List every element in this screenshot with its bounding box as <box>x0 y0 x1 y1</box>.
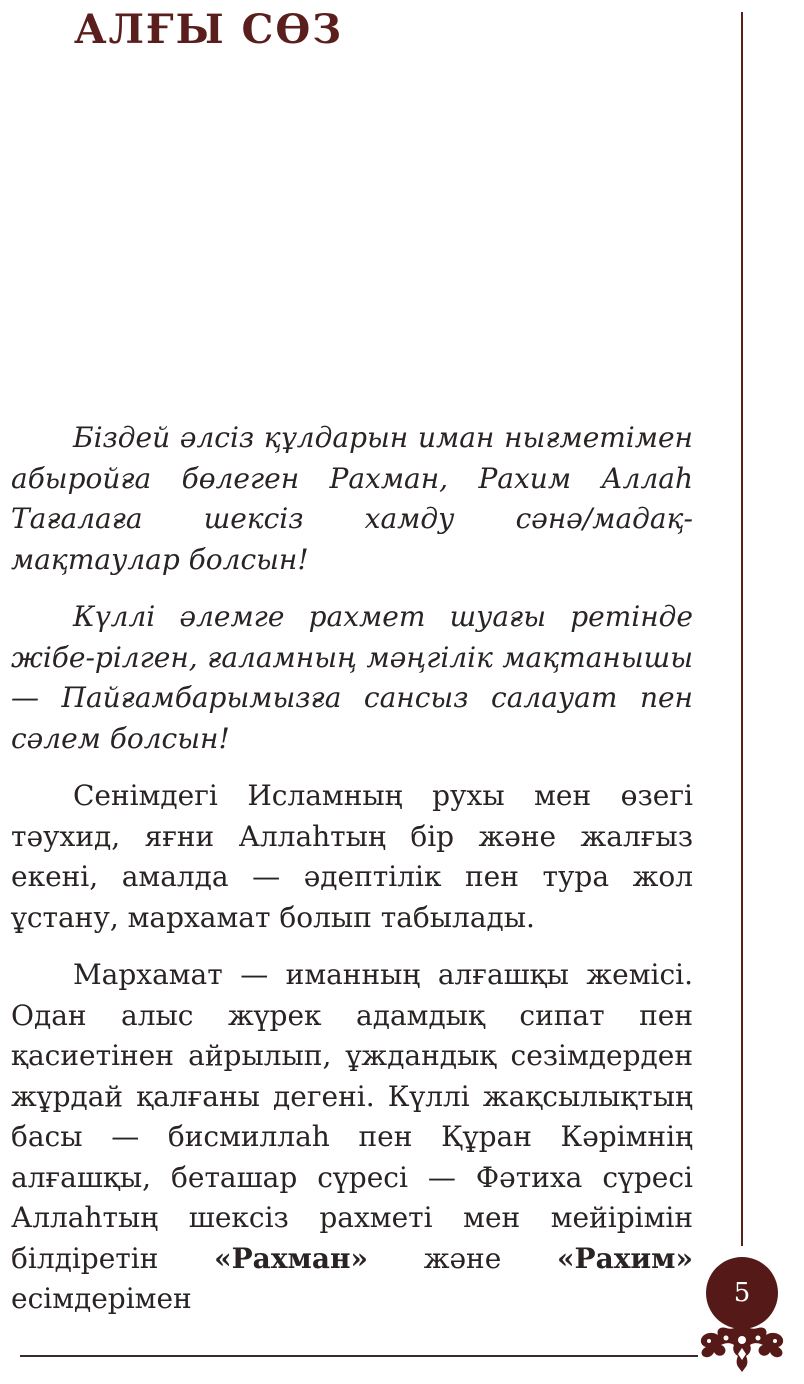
paragraph-2: Күллі әлемге рахмет шуағы ретінде жібе-рілген, ғаламның мәңгілік мақтанышы — Пайғамбарымызға сансыз салауат пен сәлем болсын! <box>11 600 693 755</box>
page-number: 5 <box>733 1278 751 1308</box>
vertical-rule <box>741 12 743 1246</box>
paragraph-4-text-after: есімдерімен <box>11 1282 192 1315</box>
paragraph-1: Біздей әлсіз құлдарын иман нығметімен абыройға бөлеген Рахман, Рахим Аллаһ Тағалаға шексіз хамду сәнә/мадақ-мақтаулар болсын! <box>11 421 693 576</box>
paragraph-4-text-before: Мархамат — иманның алғашқы жемісі. Одан алыс жүрек адамдық сипат пен қасиетінен айрылып, ұждандық сезімдерден жұрдай қалғаны дегені. Күллі жақсылықтың басы — бисмиллаһ пен Құран Кәрімнің алғашқы, беташар сүресі — Фәтиха сүресі Аллаһтың шексіз рахметі мен мейірімін білдіретін <box>11 958 693 1275</box>
body-text <box>11 418 693 1320</box>
bottom-rule <box>20 1355 698 1357</box>
paragraph-4-text-middle: және <box>367 1241 558 1275</box>
page-title: АЛҒЫ СӨЗ <box>74 6 344 53</box>
bold-name-rahman: «Рахман» <box>214 1241 368 1275</box>
bold-name-rahim: «Рахим» <box>557 1241 693 1275</box>
paragraph-3: Сенімдегі Исламның рухы мен өзегі тәухид, яғни Аллаһтың бір және жалғыз екені, амалда — әдептілік пен тура жол ұстану, мархамат болып табылады. <box>11 779 693 934</box>
ornament-icon <box>692 1318 792 1374</box>
paragraph-4 <box>11 955 693 1320</box>
